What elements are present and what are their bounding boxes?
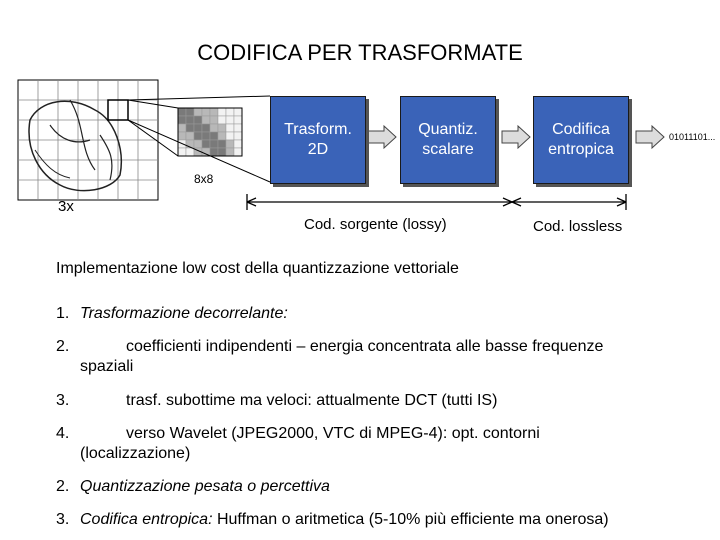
arrow-entropy-to-output bbox=[636, 126, 664, 148]
entropy-block bbox=[533, 96, 629, 184]
quantizer-block bbox=[400, 96, 496, 184]
block-size-label: 8x8 bbox=[194, 172, 214, 186]
image-grid bbox=[18, 80, 158, 200]
list-item-continuation: spaziali bbox=[80, 358, 134, 375]
zoomed-block bbox=[178, 108, 242, 156]
list-item: 3. trasf. subottime ma veloci: attualmente DCT (tutti IS) bbox=[56, 392, 498, 409]
list-item-continuation: (localizzazione) bbox=[80, 445, 191, 462]
lossless-coding-label: Cod. lossless bbox=[533, 218, 623, 235]
arrow-transform-to-quantizer bbox=[368, 126, 396, 148]
quantizer-label-1: Quantiz. bbox=[418, 121, 478, 138]
quantizer-label-2: scalare bbox=[422, 141, 474, 158]
transform-label-1: Trasform. bbox=[284, 121, 352, 138]
scale-label: 3x bbox=[58, 198, 74, 215]
list-item: 3. Codifica entropica: Huffman o aritmetica (5-10% più efficiente ma onerosa) bbox=[56, 511, 609, 528]
entropy-label-1: Codifica bbox=[552, 121, 610, 138]
transform-block bbox=[270, 96, 366, 184]
output-bits: 01011101... bbox=[669, 132, 716, 142]
transform-label-2: 2D bbox=[307, 141, 329, 158]
range-line bbox=[247, 194, 626, 210]
source-coding-label: Cod. sorgente (lossy) bbox=[304, 216, 447, 233]
page-title: CODIFICA PER TRASFORMATE bbox=[197, 40, 523, 65]
list-item: 2. Quantizzazione pesata o percettiva bbox=[56, 478, 330, 495]
arrow-quantizer-to-entropy bbox=[502, 126, 530, 148]
list-item: 1. Trasformazione decorrelante: bbox=[56, 305, 288, 322]
list-item: 2. coefficienti indipendenti – energia concentrata alle basse frequenze bbox=[56, 338, 604, 355]
entropy-label-2: entropica bbox=[548, 141, 614, 158]
list-item: 4. verso Wavelet (JPEG2000, VTC di MPEG-4): opt. contorni bbox=[56, 425, 540, 442]
section-heading: Implementazione low cost della quantizzazione vettoriale bbox=[56, 260, 459, 277]
